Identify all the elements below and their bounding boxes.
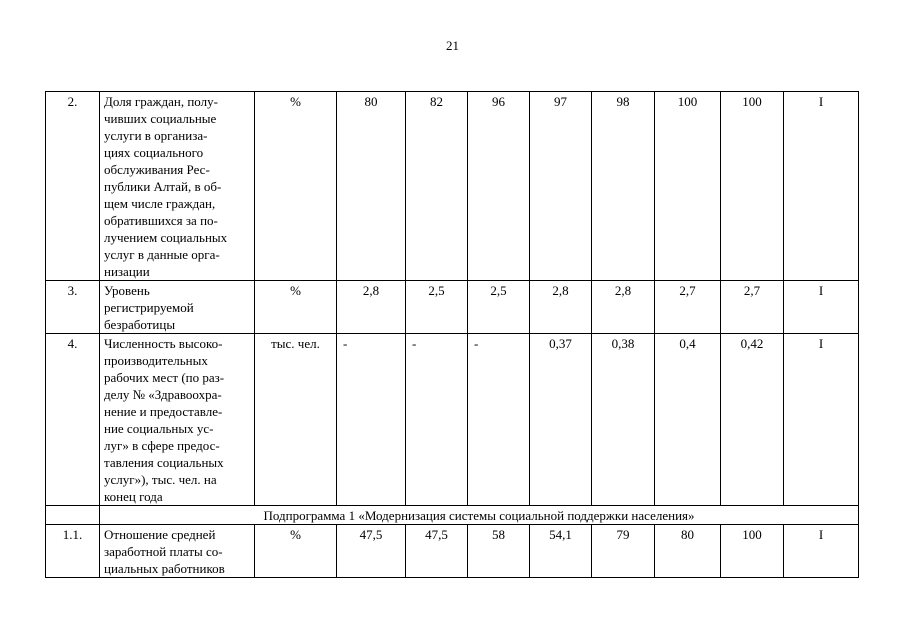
value-cell: 0,4 xyxy=(655,334,721,506)
indicator-name-line: рабочих мест (по раз- xyxy=(104,370,225,385)
indicator-name-line: услуг»), тыс. чел. на xyxy=(104,472,217,487)
table-row xyxy=(46,281,859,334)
type-cell: I xyxy=(784,334,859,506)
value-cell: 96 xyxy=(468,92,530,281)
indicator-name-line: регистрируемой xyxy=(104,300,194,315)
type-cell: I xyxy=(784,281,859,334)
value-cell: 2,7 xyxy=(721,281,784,334)
indicator-name-line: производительных xyxy=(104,353,208,368)
indicator-name-line: луг» в сфере предос- xyxy=(104,438,220,453)
row-number: 4. xyxy=(46,334,100,506)
value-cell: 100 xyxy=(655,92,721,281)
value-cell: 80 xyxy=(655,525,721,578)
row-number: 3. xyxy=(46,281,100,334)
value-cell: - xyxy=(406,334,468,506)
value-cell: 2,7 xyxy=(655,281,721,334)
unit-cell: % xyxy=(255,92,337,281)
indicator-name-line: делу № «Здравоохра- xyxy=(104,387,222,402)
indicator-name-line: чивших социальные xyxy=(104,111,217,126)
indicator-name-line: Численность высоко- xyxy=(104,336,223,351)
indicator-name-line: безработицы xyxy=(104,317,176,332)
indicator-name-line: циальных работников xyxy=(104,561,225,576)
indicator-name-line: низации xyxy=(104,264,150,279)
value-cell: 97 xyxy=(530,92,592,281)
value-cell: - xyxy=(337,334,406,506)
indicator-name-line: конец года xyxy=(104,489,163,504)
value-cell: 0,37 xyxy=(530,334,592,506)
indicator-name-line: Отношение средней xyxy=(104,527,216,542)
page-number: 21 xyxy=(446,38,459,53)
indicator-name-line: обратившихся за по- xyxy=(104,213,218,228)
table-row xyxy=(46,334,859,506)
subprogram-title: Подпрограмма 1 «Модернизация системы социальной поддержки населения» xyxy=(100,506,859,525)
row-number: 2. xyxy=(46,92,100,281)
value-cell: 58 xyxy=(468,525,530,578)
indicator-name-line: услуги в организа- xyxy=(104,128,208,143)
value-cell: 47,5 xyxy=(406,525,468,578)
indicator-name-line: лучением социальных xyxy=(104,230,228,245)
indicator-name-line: щем числе граждан, xyxy=(104,196,216,211)
value-cell: 47,5 xyxy=(337,525,406,578)
value-cell: 2,8 xyxy=(337,281,406,334)
indicator-name xyxy=(100,92,255,281)
indicators-table xyxy=(45,91,859,578)
unit-cell: % xyxy=(255,525,337,578)
indicator-name-line: услуг в данные орга- xyxy=(104,247,220,262)
value-cell: 2,8 xyxy=(592,281,655,334)
indicator-name-line: циях социального xyxy=(104,145,204,160)
value-cell: 0,42 xyxy=(721,334,784,506)
value-cell: 100 xyxy=(721,92,784,281)
indicator-name-line: нение и предоставле- xyxy=(104,404,223,419)
type-cell: I xyxy=(784,525,859,578)
subprogram-blank-cell xyxy=(46,506,100,525)
unit-cell: тыс. чел. xyxy=(255,334,337,506)
value-cell: 100 xyxy=(721,525,784,578)
type-cell: I xyxy=(784,92,859,281)
table-row xyxy=(46,525,859,578)
value-cell: 2,8 xyxy=(530,281,592,334)
row-number: 1.1. xyxy=(46,525,100,578)
value-cell: 79 xyxy=(592,525,655,578)
indicator-name-line: Уровень xyxy=(104,283,150,298)
indicator-name-line: Доля граждан, полу- xyxy=(104,94,218,109)
value-cell: 82 xyxy=(406,92,468,281)
value-cell: 54,1 xyxy=(530,525,592,578)
value-cell: 98 xyxy=(592,92,655,281)
indicator-name-line: ние социальных ус- xyxy=(104,421,214,436)
value-cell: 80 xyxy=(337,92,406,281)
value-cell: - xyxy=(468,334,530,506)
table-body xyxy=(46,92,859,578)
indicator-name xyxy=(100,334,255,506)
indicator-name-line: публики Алтай, в об- xyxy=(104,179,222,194)
indicator-name xyxy=(100,525,255,578)
table-row xyxy=(46,92,859,281)
value-cell: 2,5 xyxy=(406,281,468,334)
value-cell: 0,38 xyxy=(592,334,655,506)
indicator-name xyxy=(100,281,255,334)
indicator-name-line: заработной платы со- xyxy=(104,544,223,559)
indicator-name-line: обслуживания Рес- xyxy=(104,162,210,177)
indicator-name-line: тавления социальных xyxy=(104,455,224,470)
value-cell: 2,5 xyxy=(468,281,530,334)
unit-cell: % xyxy=(255,281,337,334)
subprogram-row xyxy=(46,506,859,525)
